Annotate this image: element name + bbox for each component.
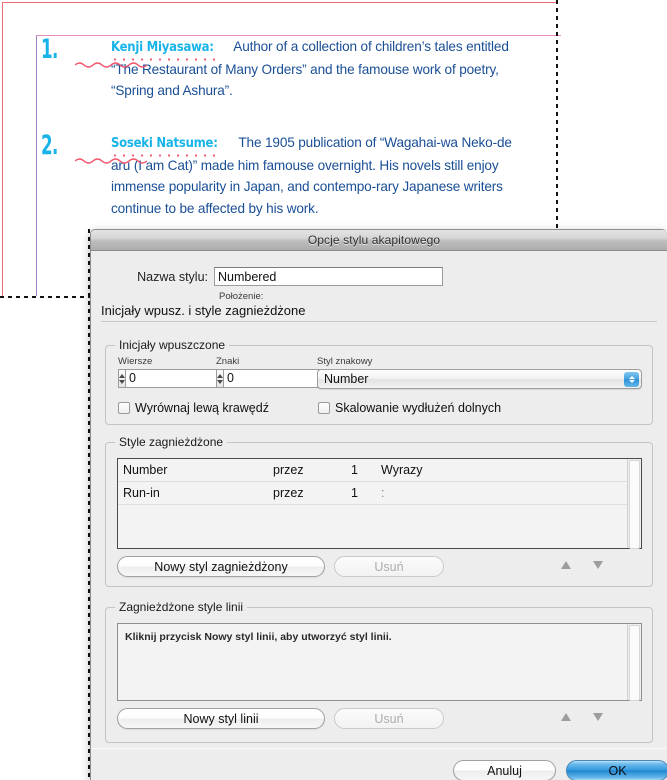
nested-styles-listbox[interactable] <box>117 458 642 549</box>
nested-style-upto: : <box>381 486 385 500</box>
move-down-arrow-icon[interactable] <box>593 561 603 569</box>
line-styles-list[interactable] <box>118 624 627 700</box>
line-styles-reorder-controls[interactable] <box>561 713 603 721</box>
delete-nested-style-button: Usuń <box>334 556 444 577</box>
dialog-titlebar[interactable] <box>91 230 667 251</box>
style-name-input[interactable] <box>214 267 443 286</box>
drop-cap-chars-label: Znaki <box>216 356 240 367</box>
nested-style-upto: Wyrazy <box>381 463 423 477</box>
dialog-body <box>91 251 667 780</box>
dialog-title: Opcje stylu akapitowego <box>307 233 441 247</box>
move-up-arrow-icon[interactable] <box>561 713 571 721</box>
new-nested-style-button[interactable]: Nowy styl zagnieżdżony <box>117 556 325 577</box>
nested-style-count: 1 <box>351 463 358 477</box>
move-down-arrow-icon[interactable] <box>593 713 603 721</box>
footer-divider <box>91 748 667 749</box>
align-left-edge-label: Wyrównaj lewą krawędź <box>135 401 269 415</box>
scale-descenders-label: Skalowanie wydłużeń dolnych <box>335 401 502 415</box>
line-styles-hint: Kliknij przycisk Nowy styl linii, aby utworzyć styl linii. <box>125 631 392 643</box>
delete-line-style-button: Usuń <box>334 708 444 729</box>
list-number: 1. <box>41 34 58 65</box>
drop-cap-lines-stepper[interactable] <box>118 369 210 388</box>
drop-cap-chars-stepper[interactable] <box>216 369 308 388</box>
new-line-style-button[interactable]: Nowy styl linii <box>117 708 325 729</box>
nested-styles-list[interactable] <box>118 459 627 548</box>
paragraph-style-options-dialog <box>90 229 667 780</box>
list-body-text: Author of a collection of children’s tales entitled “The Restaurant of Many Orders” and the famouse work of poetry, “Spring and Ashura”. <box>111 39 509 98</box>
list-paragraph <box>111 132 531 219</box>
ok-button[interactable]: OK <box>566 760 667 780</box>
line-styles-scrollbar[interactable] <box>627 624 641 700</box>
chevron-updown-icon[interactable] <box>624 372 639 387</box>
nested-style-name: Number <box>123 463 168 477</box>
scrollbar-thumb[interactable] <box>629 625 640 701</box>
character-style-label: Styl znakowy <box>317 356 373 367</box>
nested-styles-group <box>105 435 653 587</box>
list-item <box>37 132 561 219</box>
tracked-change-dots-icon <box>113 154 233 157</box>
tracked-change-dots-icon <box>113 58 233 61</box>
table-row[interactable] <box>118 459 627 482</box>
cancel-button[interactable]: Anuluj <box>453 760 556 780</box>
scrollbar-thumb[interactable] <box>629 460 640 549</box>
style-name-row <box>91 267 667 286</box>
list-paragraph <box>111 36 531 102</box>
nested-styles-group-title: Style zagnieżdżone <box>115 435 227 449</box>
nested-style-through: przez <box>273 486 304 500</box>
nested-style-through: przez <box>273 463 304 477</box>
line-styles-listbox[interactable] <box>117 623 642 701</box>
move-up-arrow-icon[interactable] <box>561 561 571 569</box>
location-label: Położenie: <box>219 291 264 302</box>
spellcheck-wavy-underline-icon <box>75 61 147 68</box>
list-lead-text: Soseki Natsume: <box>111 135 218 151</box>
nested-style-name: Run-in <box>123 486 160 500</box>
nested-styles-scrollbar[interactable] <box>627 459 641 548</box>
character-style-select[interactable] <box>317 369 642 389</box>
drop-caps-group-title: Inicjały wpuszczone <box>115 338 229 352</box>
drop-cap-lines-label: Wiersze <box>118 356 153 367</box>
nested-line-styles-group-title: Zagnieżdżone style linii <box>115 600 247 614</box>
drop-caps-group <box>105 338 653 425</box>
table-row[interactable] <box>118 482 627 505</box>
align-left-edge-checkbox[interactable] <box>118 401 269 415</box>
character-style-value: Number <box>324 372 369 386</box>
list-item <box>37 36 561 102</box>
nested-style-count: 1 <box>351 486 358 500</box>
style-name-label: Nazwa stylu: <box>137 269 208 284</box>
scale-descenders-checkbox[interactable] <box>318 401 501 415</box>
nested-styles-reorder-controls[interactable] <box>561 561 603 569</box>
checkbox-box-icon[interactable] <box>318 402 330 414</box>
list-number: 2. <box>41 130 58 161</box>
list-lead-text: Kenji Miyasawa: <box>111 39 214 55</box>
spellcheck-wavy-underline-icon <box>75 157 147 164</box>
list-body-text: The 1905 publication of “Wagahai-wa Neko-de aru (I am Cat)” made him famouse overnight. His novels still enjoy immense popularity in Japan, and contempo-rary Japanese writers continue to be affected by his work. <box>111 135 512 216</box>
drop-cap-lines-stepper-arrows[interactable] <box>118 369 125 388</box>
nested-line-styles-group <box>105 600 653 743</box>
section-heading: Inicjały wpusz. i style zagnieżdżone <box>101 303 657 322</box>
drop-cap-chars-stepper-arrows[interactable] <box>216 369 223 388</box>
checkbox-box-icon[interactable] <box>118 402 130 414</box>
